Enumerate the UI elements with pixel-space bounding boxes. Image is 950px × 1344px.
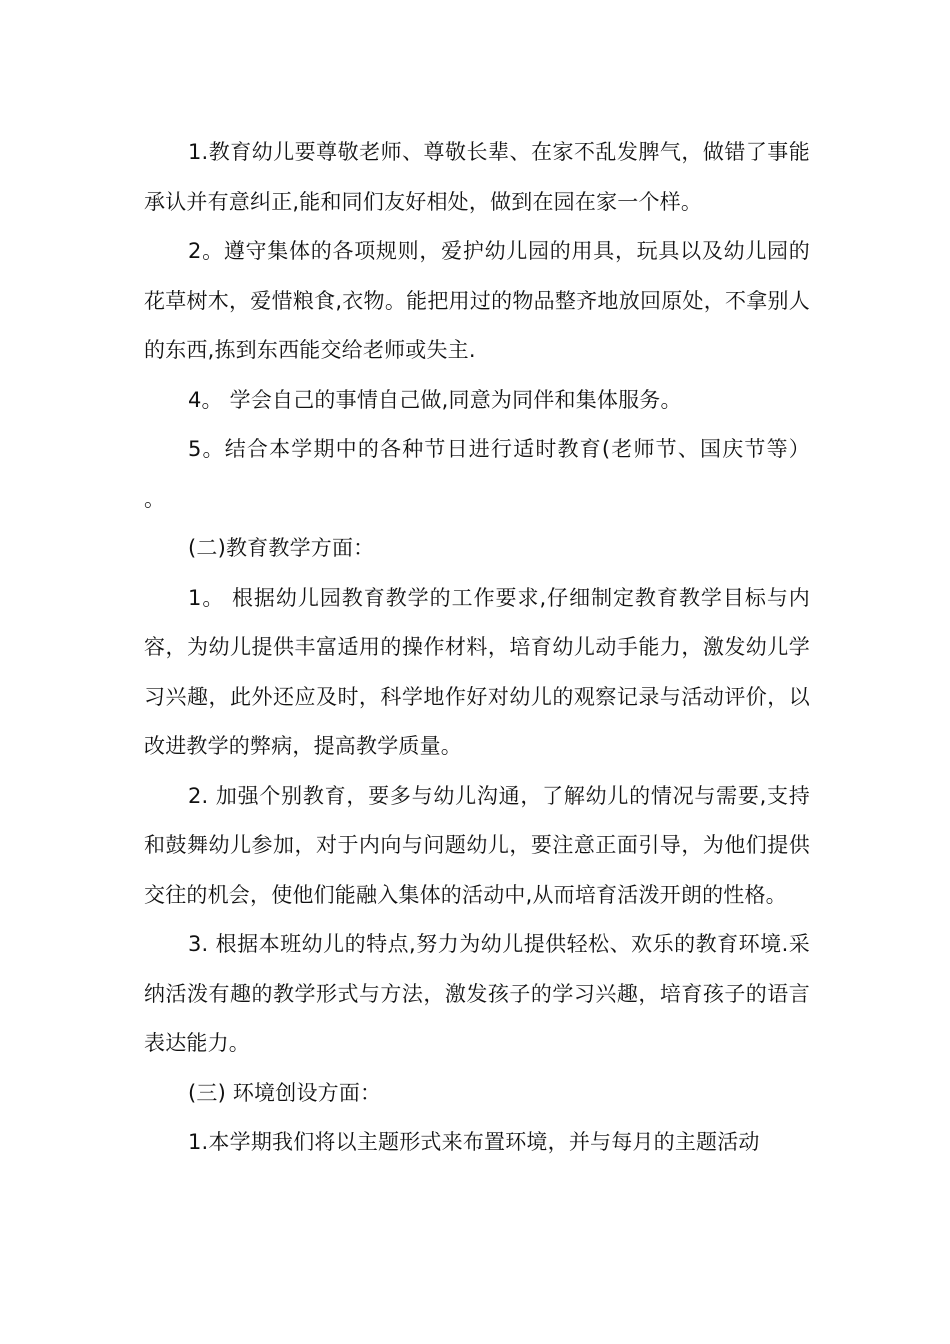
paragraph-moral-2: 2。遵守集体的各项规则，爱护幼儿园的用具，玩具以及幼儿园的花草树木，爱惜粮食,衣物。能把用过的物品整齐地放回原处，不拿别人的东西,拣到东西能交给老师或失主. xyxy=(144,239,810,362)
paragraph-moral-1: 1.教育幼儿要尊敬老师、尊敬长辈、在家不乱发脾气，做错了事能承认并有意纠正,能和同们友好相处，做到在园在家一个样。 xyxy=(144,140,810,214)
paragraph-teaching-2: 2. 加强个别教育，要多与幼儿沟通，了解幼儿的情况与需要,支持和鼓舞幼儿参加，对于内向与问题幼儿，要注意正面引导，为他们提供交往的机会，使他们能融入集体的活动中,从而培育活泼开朗的性格。 xyxy=(144,783,810,907)
document-body xyxy=(144,128,810,1168)
paragraph-teaching-1: 1。 根据幼儿园教育教学的工作要求,仔细制定教育教学目标与内容，为幼儿提供丰富适用的操作材料，培育幼儿动手能力，激发幼儿学习兴趣，此外还应及时，科学地作好对幼儿的观察记录与活动评价，以改进教学的弊病，提高教学质量。 xyxy=(144,585,810,758)
section-heading-teaching: (二)教育教学方面： xyxy=(188,536,375,560)
paragraph-moral-4: 4。 学会自己的事情自己做,同意为同伴和集体服务。 xyxy=(188,387,682,412)
paragraph-teaching-3: 3. 根据本班幼儿的特点,努力为幼儿提供轻松、欢乐的教育环境.采纳活泼有趣的教学形式与方法，激发孩子的学习兴趣，培育孩子的语言表达能力。 xyxy=(144,932,810,1055)
paragraph-moral-5: 5。结合本学期中的各种节日进行适时教育(老师节、国庆节等） 。 xyxy=(144,437,810,511)
section-heading-environment: (三) 环境创设方面： xyxy=(188,1080,382,1105)
paragraph-environment-1: 1.本学期我们将以主题形式来布置环境，并与每月的主题活动 xyxy=(188,1130,760,1154)
